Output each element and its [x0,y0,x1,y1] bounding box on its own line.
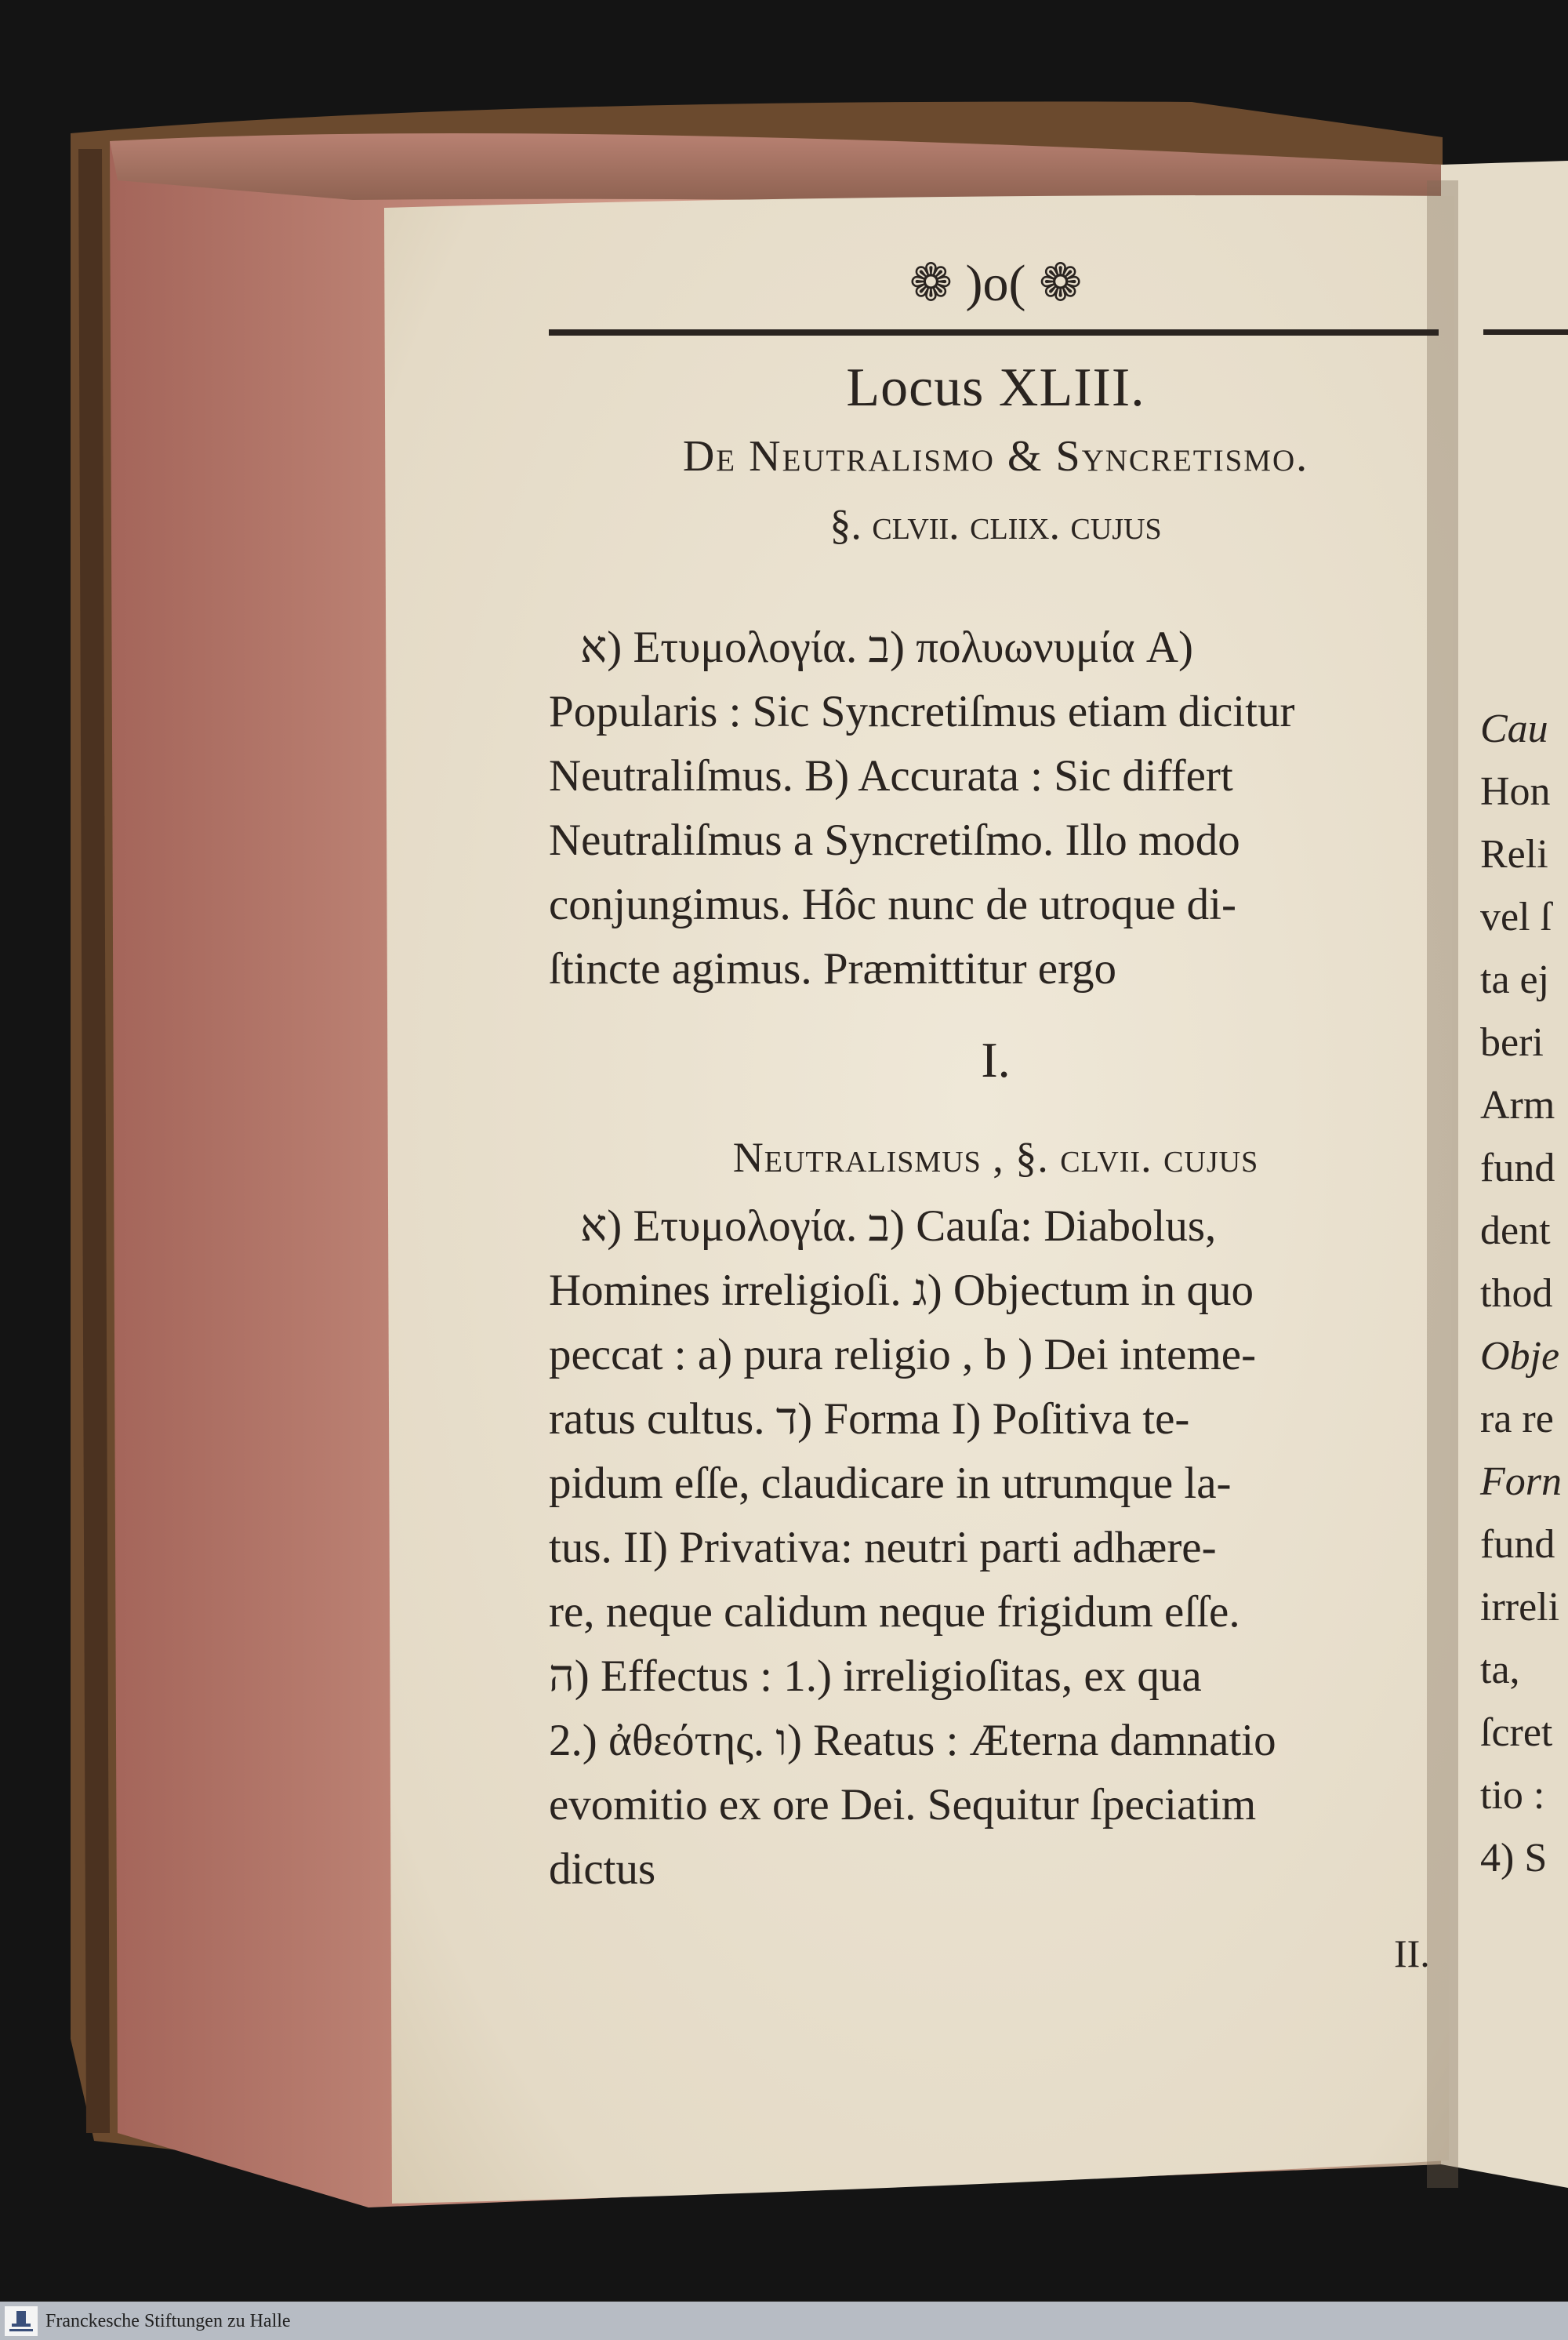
locus-reference: §. clvii. cliix. cujus [829,501,1162,548]
right-line: fund [1480,1522,1555,1567]
right-line: dent [1480,1208,1551,1253]
text-line: א) Ετυμολογία. ב) πολυωνυμία A) [580,623,1193,672]
right-line: 4) S [1480,1836,1548,1880]
locus-title: De Neutralismo & Syncretismo. [682,432,1309,481]
signature-mark: II. [1394,1931,1430,1975]
right-line: Hon [1480,769,1551,814]
text-line: re, neque calidum neque frigidum eſſe. [549,1587,1240,1637]
footer-credit: Franckesche Stiftungen zu Halle [45,2311,291,2331]
text-line: tus. II) Privativa: neutri parti adhære- [549,1523,1217,1572]
right-line: Arm [1480,1083,1555,1128]
right-line: Forn [1480,1459,1562,1504]
text-line: א) Ετυμολογία. ב) Cauſa: Diabolus, [580,1201,1217,1251]
text-line: 2.) ἀθεότης. ו) Reatus : Æterna damnatio [549,1716,1276,1765]
head-ornament: ❁ )o( ❁ [909,255,1083,312]
text-line: conjungimus. Hôc nunc de utroque di- [549,880,1236,929]
right-line: beri [1480,1020,1544,1065]
section-heading: Neutralismus , §. clvii. cujus [732,1134,1259,1181]
right-line: thod [1480,1271,1553,1316]
text-line: peccat : a) pura religio , b ) Dei inteme- [549,1330,1257,1379]
section-numeral: I. [981,1032,1011,1088]
text-line: dictus [549,1844,656,1894]
text-line: ſtincte agimus. Præmittitur ergo [549,944,1117,994]
text-line: ratus cultus. ד) Forma I) Poſitiva te- [549,1394,1190,1444]
right-line: Reli [1480,832,1548,877]
text-line: Neutraliſmus a Syncretiſmo. Illo modo [549,816,1240,865]
right-line: ta ej [1480,957,1550,1002]
right-line: Cau [1480,707,1548,751]
institution-logo-icon [5,2306,38,2336]
head-rule [549,329,1439,336]
right-line: fund [1480,1146,1555,1190]
locus-heading: Locus XLIII. [846,358,1145,418]
right-line: ra re [1480,1397,1554,1441]
text-line: evomitio ex ore Dei. Sequitur ſpeciatim [549,1780,1257,1829]
text-line: ה) Effectus : 1.) irreligioſitas, ex qua [549,1651,1202,1701]
footer-bar [0,2302,1568,2340]
right-line: vel ſ [1480,895,1552,939]
right-line: tio : [1480,1773,1545,1818]
text-line: Popularis : Sic Syncretiſmus etiam dicitur [549,687,1295,736]
right-line: Obje [1480,1334,1560,1379]
text-line: Neutraliſmus. B) Accurata : Sic differt [549,751,1233,801]
text-line: Homines irreligioſi. ג) Objectum in quo [549,1266,1254,1315]
text-line: pidum eſſe, claudicare in utrumque la- [549,1459,1232,1508]
right-line: ta, [1480,1648,1520,1692]
right-line: ſcret [1480,1710,1553,1755]
right-line: irreli [1480,1585,1560,1630]
